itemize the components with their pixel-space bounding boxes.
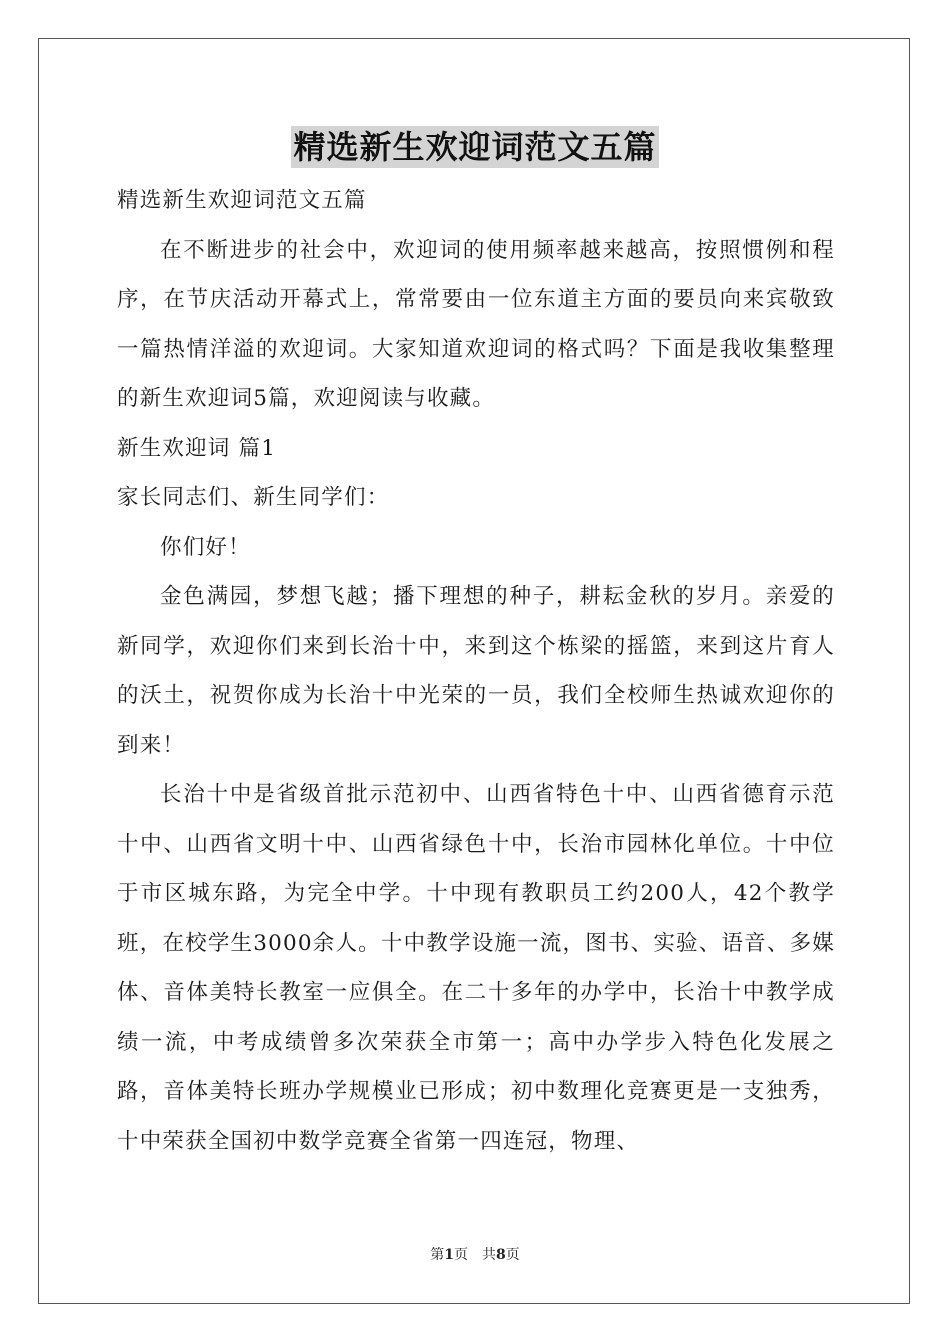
total-suffix: 页 (505, 1247, 520, 1263)
body-paragraph: 金色满园，梦想飞越；播下理想的种子，耕耘金秋的岁月。亲爱的新同学，欢迎你们来到长治十中，来到这个栋梁的摇篮，来到这片育人的沃土，祝贺你成为长治十中光荣的一员，我们全校师生热诚欢迎你的到来！ (117, 584, 835, 758)
page-footer (0, 1246, 950, 1264)
document-body (117, 176, 835, 1166)
body-paragraph: 长治十中是省级首批示范初中、山西省特色十中、山西省德育示范十中、山西省文明十中、山西省绿色十中，长治市园林化单位。十中位于市区城东路，为完全中学。十中现有教职员工约200人，42个教学班，在校学生3000余人。十中教学设施一流，图书、实验、语音、多媒体、音体美特长教室一应俱全。在二十多年的办学中，长治十中教学成绩一流，中考成绩曾多次荣获全市第一；高中办学步入特色化发展之路，音体美特长班办学规模业已形成；初中数理化竞赛更是一支独秀，十中荣获全国初中数学竞赛全省第一四连冠，物理、 (117, 782, 835, 1154)
body-paragraph: 精选新生欢迎词范文五篇 (117, 188, 367, 213)
page-prefix: 第 (430, 1247, 445, 1263)
title-container (0, 126, 950, 168)
greeting: 你们好！ (160, 534, 251, 560)
total-pages: 8 (496, 1247, 506, 1263)
page-suffix: 页 (454, 1247, 468, 1263)
document-title: 精选新生欢迎词范文五篇 (293, 128, 657, 166)
section-heading: 新生欢迎词 篇1 (117, 435, 277, 461)
total-prefix: 共 (482, 1247, 496, 1263)
salutation: 家长同志们、新生同学们： (117, 485, 390, 510)
body-paragraph: 在不断进步的社会中，欢迎词的使用频率越来越高，按照惯例和程序，在节庆活动开幕式上，常常要由一位东道主方面的要员向来宾敬致一篇热情洋溢的欢迎词。大家知道欢迎词的格式吗？下面是我收集整理的新生欢迎词5篇，欢迎阅读与收藏。 (117, 237, 835, 411)
page-number: 1 (444, 1247, 454, 1263)
